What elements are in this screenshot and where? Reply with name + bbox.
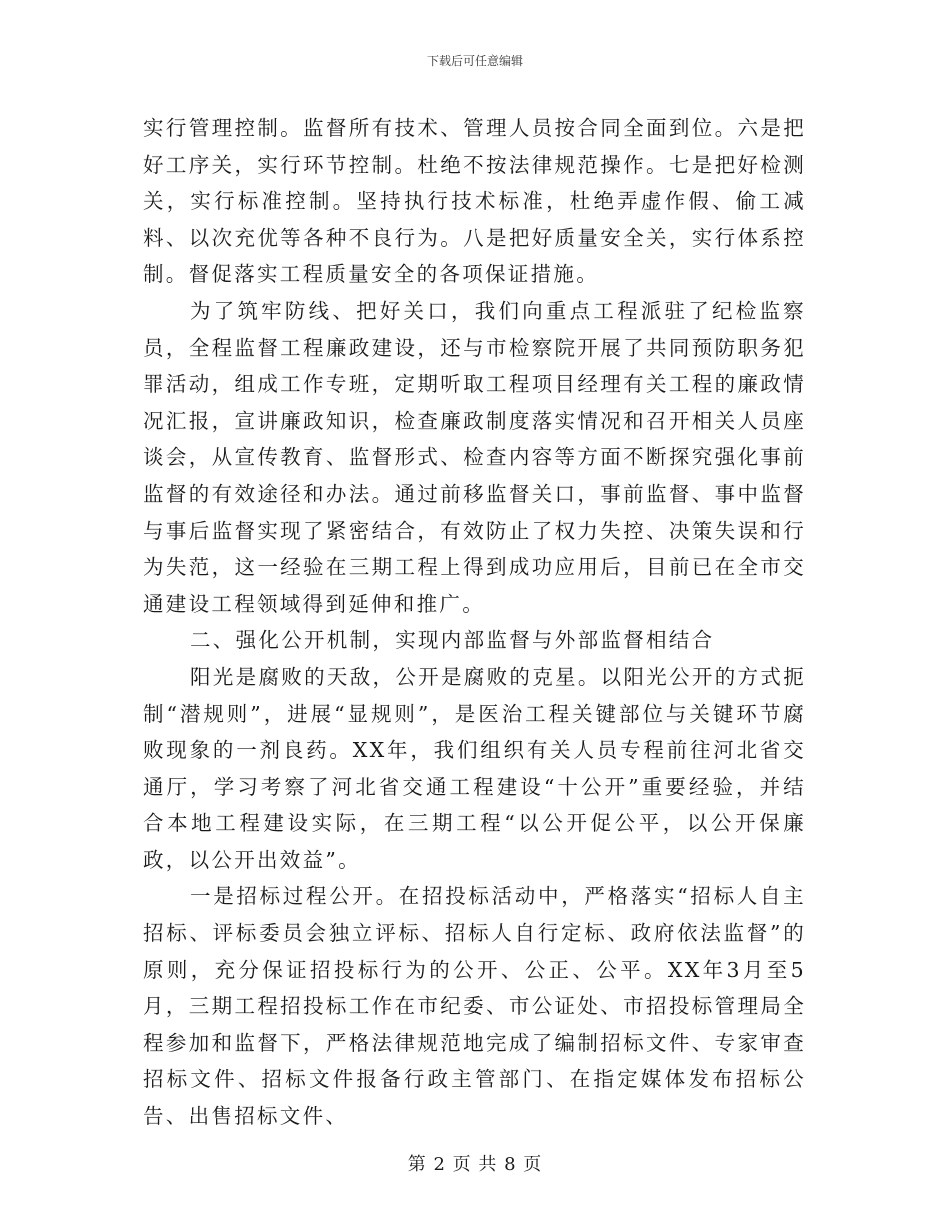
section-heading: 二、强化公开机制，实现内部监督与外部监督相结合 [190,628,715,653]
document-body [143,110,806,1135]
paragraph-3: 阳光是腐败的天敌，公开是腐败的克星。以阳光公开的方式扼制“潜规则”，进展“显规则”，是医治工程关键部位与关键环节腐败现象的一剂良药。XX年，我们组织有关人员专程前往河北省交通厅，学习考察了河北省交通工程建设“十公开”重要经验，并结合本地工程建设实际，在三期工程“以公开促公平，以公开保廉政，以公开出效益”。 [143,664,806,872]
paragraph-1: 实行管理控制。监督所有技术、管理人员按合同全面到位。六是把好工序关，实行环节控制。杜绝不按法律规范操作。七是把好检测关，实行标准控制。坚持执行技术标准，杜绝弄虚作假、偷工减料、以次充优等各种不良行为。八是把好质量安全关，实行体系控制。督促落实工程质量安全的各项保证措施。 [143,116,806,287]
paragraph-4: 一是招标过程公开。在招投标活动中，严格落实“招标人自主招标、评标委员会独立评标、招标人自行定标、政府依法监督”的原则，充分保证招投标行为的公开、公正、公平。XX年3月至5月，三期工程招投标工作在市纪委、市公证处、市招投标管理局全程参加和监督下，严格法律规范地完成了编制招标文件、专家审查招标文件、招标文件报备行政主管部门、在指定媒体发布招标公告、出售招标文件、 [143,884,806,1129]
paragraph-2: 为了筑牢防线、把好关口，我们向重点工程派驻了纪检监察员，全程监督工程廉政建设，还与市检察院开展了共同预防职务犯罪活动，组成工作专班，定期听取工程项目经理有关工程的廉政情况汇报，宣讲廉政知识，检查廉政制度落实情况和召开相关人员座谈会，从宣传教育、监督形式、检查内容等方面不断探究强化事前监督的有效途径和办法。通过前移监督关口，事前监督、事中监督与事后监督实现了紧密结合，有效防止了权力失控、决策失误和行为失范，这一经验在三期工程上得到成功应用后，目前已在全市交通建设工程领域得到延伸和推广。 [143,298,806,616]
page-header: 下载后可任意编辑 [426,54,523,68]
page-footer: 第 2 页 共 8 页 [407,1154,543,1175]
